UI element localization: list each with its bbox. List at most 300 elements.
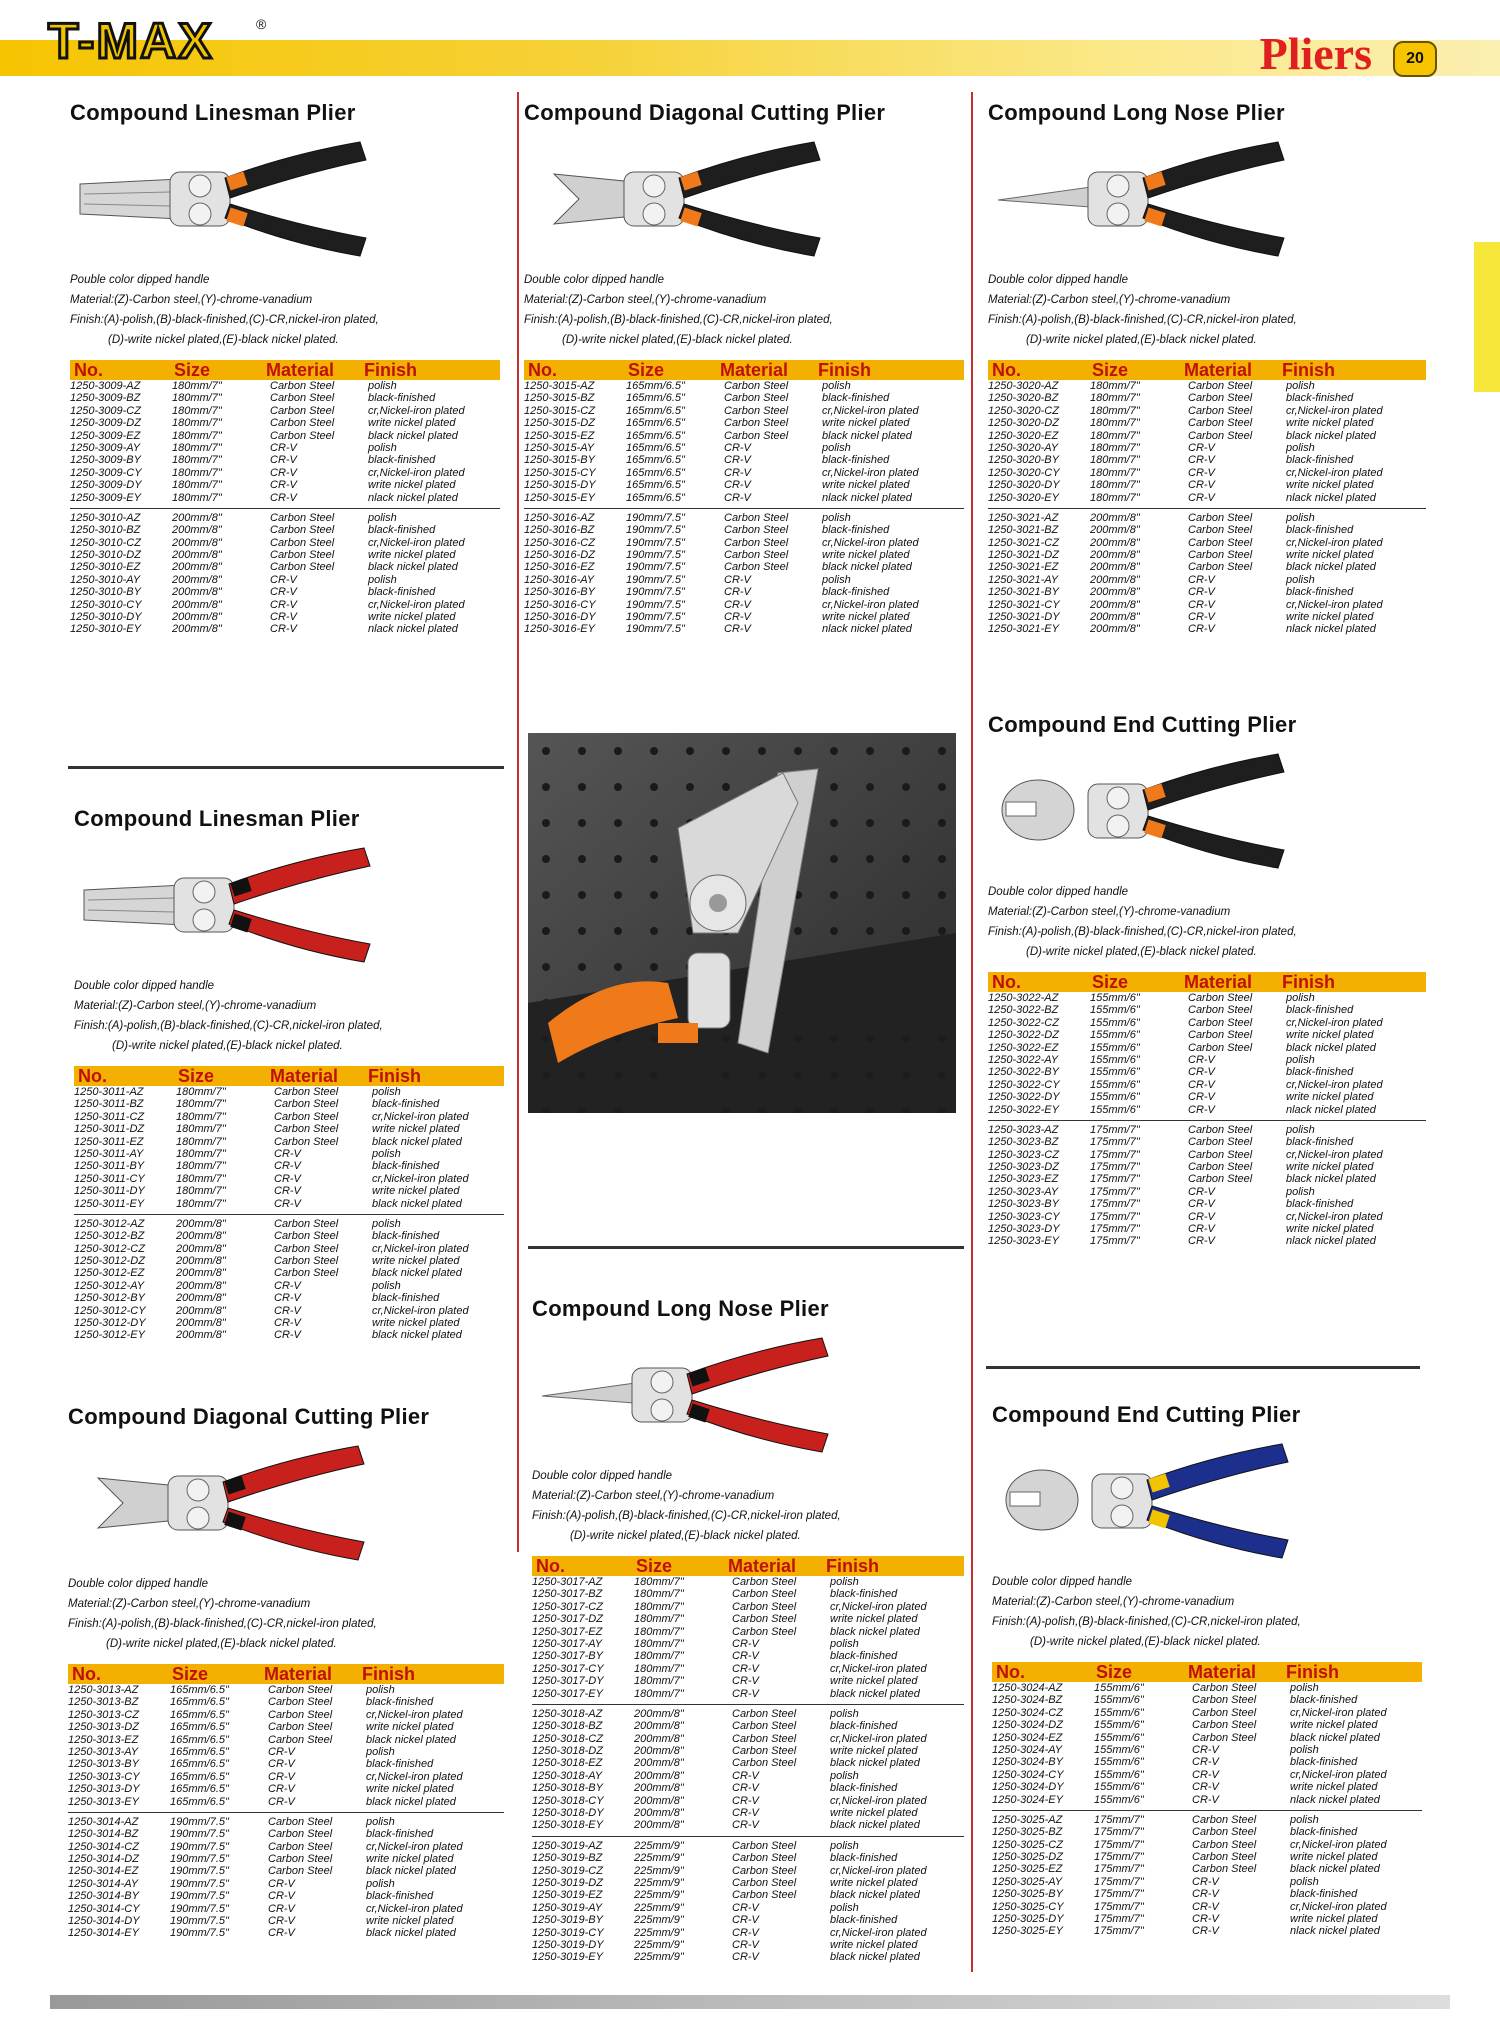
cell-no: 1250-3012-DZ xyxy=(74,1255,145,1268)
table-row xyxy=(68,1746,504,1758)
cell-no: 1250-3025-DY xyxy=(992,1913,1064,1926)
cell-size: 180mm/7" xyxy=(172,441,222,454)
table-row xyxy=(988,1124,1426,1136)
cell-material: Carbon Steel xyxy=(1188,1123,1253,1136)
cell-size: 190mm/7.5" xyxy=(626,611,685,624)
column-header-size: Size xyxy=(172,1664,209,1684)
cell-finish: polish xyxy=(830,1839,859,1852)
section-endcut-blue xyxy=(992,1402,1422,1938)
cell-no: 1250-3018-CZ xyxy=(532,1732,603,1745)
cell-size: 155mm/6" xyxy=(1090,992,1140,1004)
cell-finish: polish xyxy=(372,1086,401,1098)
table-row xyxy=(988,1054,1426,1066)
cell-size: 165mm/6.5" xyxy=(170,1696,229,1709)
cell-no: 1250-3013-AZ xyxy=(68,1684,139,1696)
cell-finish: black-finished xyxy=(1286,1066,1354,1079)
table-row xyxy=(988,1223,1426,1235)
cell-finish: black nickel plated xyxy=(366,1927,456,1940)
cell-material: Carbon Steel xyxy=(1192,1826,1257,1839)
cell-finish: write nickel plated xyxy=(1286,1029,1374,1042)
cell-size: 155mm/6" xyxy=(1094,1743,1144,1756)
spec-table xyxy=(988,360,1426,636)
cell-material: CR-V xyxy=(724,586,751,599)
cell-no: 1250-3014-AZ xyxy=(68,1815,139,1828)
cell-size: 200mm/8" xyxy=(1090,611,1140,624)
registered-mark: ® xyxy=(256,16,267,32)
cell-material: Carbon Steel xyxy=(724,561,789,574)
cell-size: 190mm/7.5" xyxy=(626,561,685,574)
cell-material: CR-V xyxy=(1192,1781,1219,1794)
cell-finish: black-finished xyxy=(822,392,890,405)
table-row xyxy=(74,1267,504,1279)
cell-no: 1250-3015-DY xyxy=(524,479,596,492)
table-row xyxy=(992,1913,1422,1925)
cell-size: 175mm/7" xyxy=(1094,1863,1144,1876)
cell-finish: black nickel plated xyxy=(830,1687,920,1700)
table-row xyxy=(988,1004,1426,1016)
cell-finish: cr,Nickel-iron plated xyxy=(368,404,465,417)
table-row xyxy=(68,1721,504,1733)
cell-size: 225mm/9" xyxy=(634,1901,684,1914)
column-header-no: No. xyxy=(992,972,1021,992)
cell-no: 1250-3015-BZ xyxy=(524,392,595,405)
cell-finish: black nickel plated xyxy=(1286,1041,1376,1054)
cell-material: CR-V xyxy=(268,1902,295,1915)
cell-size: 180mm/7" xyxy=(634,1600,684,1613)
cell-no: 1250-3021-DZ xyxy=(988,549,1059,562)
table-row xyxy=(532,1770,964,1782)
table-row xyxy=(988,492,1426,504)
description-line: Material:(Z)-Carbon steel,(Y)-chrome-vanadium xyxy=(70,294,313,306)
cell-finish: cr,Nickel-iron plated xyxy=(830,1864,927,1877)
description-line: Double color dipped handle xyxy=(68,1578,209,1590)
cell-size: 155mm/6" xyxy=(1090,1053,1140,1066)
cell-no: 1250-3017-EY xyxy=(532,1687,603,1700)
cell-material: Carbon Steel xyxy=(732,1864,797,1877)
cell-material: CR-V xyxy=(1188,466,1215,479)
description-line: Finish:(A)-polish,(B)-black-finished,(C)-CR,nickel-iron plated, xyxy=(988,314,1297,326)
cell-finish: write nickel plated xyxy=(830,1675,918,1688)
cell-finish: write nickel plated xyxy=(1290,1913,1378,1926)
cell-finish: cr,Nickel-iron plated xyxy=(1286,1078,1383,1091)
cell-no: 1250-3020-DZ xyxy=(988,417,1059,430)
cell-finish: black-finished xyxy=(368,392,436,405)
cell-finish: black nickel plated xyxy=(830,1625,920,1638)
cell-finish: polish xyxy=(830,1707,859,1720)
cell-material: Carbon Steel xyxy=(732,1588,797,1601)
cell-finish: polish xyxy=(822,380,851,392)
cell-no: 1250-3018-EY xyxy=(532,1819,603,1832)
cell-size: 165mm/6.5" xyxy=(170,1708,229,1721)
section-longnose-black xyxy=(988,100,1426,636)
cell-no: 1250-3020-BY xyxy=(988,454,1059,467)
cell-no: 1250-3012-AY xyxy=(74,1279,145,1292)
cell-size: 175mm/7" xyxy=(1094,1851,1144,1864)
cell-finish: cr,Nickel-iron plated xyxy=(1286,404,1383,417)
table-row xyxy=(532,1782,964,1794)
cell-size: 225mm/9" xyxy=(634,1876,684,1889)
column-header-size: Size xyxy=(178,1066,215,1086)
cell-no: 1250-3019-BZ xyxy=(532,1852,603,1865)
cell-finish: polish xyxy=(1286,511,1315,524)
cell-size: 200mm/8" xyxy=(1090,573,1140,586)
cell-no: 1250-3025-EZ xyxy=(992,1863,1063,1876)
cell-no: 1250-3015-CY xyxy=(524,466,596,479)
cell-size: 180mm/7" xyxy=(634,1576,684,1588)
end-cutting-plier-blue-handle xyxy=(992,1436,1292,1566)
table-row xyxy=(70,454,500,466)
cell-size: 180mm/7" xyxy=(172,392,222,405)
column-header-finish: Finish xyxy=(368,1066,421,1086)
table-row xyxy=(992,1719,1422,1731)
table-row xyxy=(988,992,1426,1004)
description-line: Finish:(A)-polish,(B)-black-finished,(C)-CR,nickel-iron plated, xyxy=(68,1618,377,1630)
cell-no: 1250-3021-EZ xyxy=(988,561,1059,574)
cell-finish: black-finished xyxy=(830,1720,898,1733)
cell-material: CR-V xyxy=(270,573,297,586)
cell-finish: polish xyxy=(1290,1813,1319,1826)
table-row xyxy=(532,1675,964,1687)
cell-material: Carbon Steel xyxy=(724,429,789,442)
cell-size: 175mm/7" xyxy=(1094,1900,1144,1913)
cell-no: 1250-3012-BZ xyxy=(74,1230,145,1243)
table-row xyxy=(988,623,1426,635)
table-row xyxy=(992,1732,1422,1744)
cell-no: 1250-3010-CY xyxy=(70,598,142,611)
cell-size: 200mm/8" xyxy=(634,1745,684,1758)
cell-size: 200mm/8" xyxy=(176,1317,226,1330)
cell-finish: black-finished xyxy=(830,1914,898,1927)
description-line: (D)-write nickel plated,(E)-black nickel plated. xyxy=(1026,946,1257,958)
table-row xyxy=(74,1111,504,1123)
table-row xyxy=(988,1091,1426,1103)
cell-finish: cr,Nickel-iron plated xyxy=(372,1172,469,1185)
cell-material: CR-V xyxy=(268,1795,295,1808)
cell-size: 200mm/8" xyxy=(176,1304,226,1317)
description-line: (D)-write nickel plated,(E)-black nickel plated. xyxy=(1026,334,1257,346)
cell-finish: polish xyxy=(1286,1185,1315,1198)
cell-no: 1250-3009-DY xyxy=(70,479,142,492)
cell-material: CR-V xyxy=(274,1304,301,1317)
cell-no: 1250-3010-DY xyxy=(70,611,142,624)
cell-finish: cr,Nickel-iron plated xyxy=(830,1662,927,1675)
cell-no: 1250-3019-DY xyxy=(532,1938,604,1951)
cell-no: 1250-3015-AZ xyxy=(524,380,595,392)
cell-finish: cr,Nickel-iron plated xyxy=(366,1902,463,1915)
cell-material: CR-V xyxy=(732,1926,759,1939)
table-row xyxy=(68,1796,504,1808)
cell-finish: polish xyxy=(1286,573,1315,586)
cell-no: 1250-3024-EY xyxy=(992,1793,1063,1806)
table-row xyxy=(988,611,1426,623)
table-row xyxy=(992,1901,1422,1913)
cell-finish: cr,Nickel-iron plated xyxy=(366,1708,463,1721)
table-row xyxy=(70,467,500,479)
cell-size: 200mm/8" xyxy=(634,1819,684,1832)
table-row xyxy=(532,1688,964,1700)
description-line: Material:(Z)-Carbon steel,(Y)-chrome-vanadium xyxy=(524,294,767,306)
cell-material: Carbon Steel xyxy=(270,392,335,405)
cell-material: CR-V xyxy=(1192,1793,1219,1806)
cell-size: 225mm/9" xyxy=(634,1926,684,1939)
cell-no: 1250-3009-EY xyxy=(70,491,141,504)
cell-material: CR-V xyxy=(724,491,751,504)
cell-finish: black-finished xyxy=(1286,454,1354,467)
cell-material: CR-V xyxy=(1192,1925,1219,1938)
table-row xyxy=(532,1733,964,1745)
table-row xyxy=(532,1613,964,1625)
cell-material: Carbon Steel xyxy=(1188,1004,1253,1017)
cell-material: Carbon Steel xyxy=(1188,549,1253,562)
table-row xyxy=(70,512,500,524)
cell-material: Carbon Steel xyxy=(1192,1706,1257,1719)
cell-finish: polish xyxy=(366,1877,395,1890)
cell-material: Carbon Steel xyxy=(268,1815,333,1828)
spec-table-header xyxy=(988,972,1426,992)
cell-no: 1250-3011-DY xyxy=(74,1185,145,1198)
cell-material: Carbon Steel xyxy=(274,1230,339,1243)
cell-no: 1250-3018-DY xyxy=(532,1807,604,1820)
column-header-size: Size xyxy=(628,360,665,380)
group-divider xyxy=(524,508,964,509)
group-divider xyxy=(988,508,1426,509)
column-header-finish: Finish xyxy=(818,360,871,380)
cell-material: CR-V xyxy=(268,1770,295,1783)
table-row xyxy=(992,1769,1422,1781)
table-row xyxy=(70,574,500,586)
table-row xyxy=(988,1211,1426,1223)
table-row xyxy=(70,380,500,392)
cell-no: 1250-3011-DZ xyxy=(74,1123,145,1136)
cell-no: 1250-3021-BY xyxy=(988,586,1059,599)
table-row xyxy=(992,1826,1422,1838)
cell-finish: write nickel plated xyxy=(830,1745,918,1758)
cell-material: CR-V xyxy=(724,611,751,624)
column-header-material: Material xyxy=(1184,972,1253,992)
cell-material: Carbon Steel xyxy=(1188,536,1253,549)
cell-no: 1250-3025-CZ xyxy=(992,1838,1063,1851)
table-row xyxy=(68,1841,504,1853)
cell-material: Carbon Steel xyxy=(268,1853,333,1866)
cell-no: 1250-3024-DY xyxy=(992,1781,1064,1794)
table-row xyxy=(992,1781,1422,1793)
spec-table-header xyxy=(988,360,1426,380)
cell-size: 180mm/7" xyxy=(172,429,222,442)
cell-material: CR-V xyxy=(268,1745,295,1758)
cell-no: 1250-3014-CZ xyxy=(68,1840,139,1853)
cell-finish: polish xyxy=(1286,1123,1315,1136)
cell-finish: black-finished xyxy=(822,586,890,599)
cell-material: CR-V xyxy=(270,441,297,454)
table-row xyxy=(68,1771,504,1783)
cell-no: 1250-3012-DY xyxy=(74,1317,146,1330)
cell-finish: write nickel plated xyxy=(366,1853,454,1866)
section-title: Compound Diagonal Cutting Plier xyxy=(68,1404,430,1429)
table-row xyxy=(74,1317,504,1329)
cell-material: Carbon Steel xyxy=(724,524,789,537)
table-row xyxy=(524,392,964,404)
spec-table xyxy=(74,1066,504,1342)
cell-material: Carbon Steel xyxy=(732,1613,797,1626)
cell-no: 1250-3020-DY xyxy=(988,479,1060,492)
cell-size: 165mm/6.5" xyxy=(170,1783,229,1796)
description-line: Double color dipped handle xyxy=(74,980,215,992)
cell-finish: polish xyxy=(366,1745,395,1758)
cell-size: 155mm/6" xyxy=(1094,1682,1144,1694)
cell-material: Carbon Steel xyxy=(732,1757,797,1770)
cell-size: 200mm/8" xyxy=(1090,536,1140,549)
description-line: Finish:(A)-polish,(B)-black-finished,(C)-CR,nickel-iron plated, xyxy=(524,314,833,326)
cell-finish: write nickel plated xyxy=(822,417,910,430)
cell-size: 190mm/7.5" xyxy=(170,1927,229,1940)
cell-material: Carbon Steel xyxy=(724,511,789,524)
cell-size: 200mm/8" xyxy=(176,1230,226,1243)
table-row xyxy=(992,1794,1422,1806)
cell-size: 200mm/8" xyxy=(172,623,222,636)
cell-finish: write nickel plated xyxy=(822,549,910,562)
cell-material: Carbon Steel xyxy=(1188,1136,1253,1149)
cell-size: 190mm/7.5" xyxy=(170,1865,229,1878)
spec-table xyxy=(988,972,1426,1248)
cell-size: 175mm/7" xyxy=(1094,1875,1144,1888)
cell-size: 180mm/7" xyxy=(172,466,222,479)
column-header-size: Size xyxy=(1092,972,1129,992)
cell-finish: cr,Nickel-iron plated xyxy=(372,1242,469,1255)
cell-size: 180mm/7" xyxy=(1090,392,1140,405)
footer-bar xyxy=(50,1995,1450,2009)
cell-finish: polish xyxy=(830,1901,859,1914)
group-divider xyxy=(68,1812,504,1813)
table-row xyxy=(74,1305,504,1317)
spec-table-header xyxy=(70,360,500,380)
cell-size: 165mm/6.5" xyxy=(626,417,685,430)
cell-no: 1250-3010-BY xyxy=(70,586,141,599)
cell-finish: write nickel plated xyxy=(1286,1161,1374,1174)
table-row xyxy=(68,1865,504,1877)
cell-no: 1250-3025-BY xyxy=(992,1888,1063,1901)
cell-size: 165mm/6.5" xyxy=(626,380,685,392)
cell-finish: cr,Nickel-iron plated xyxy=(1286,1148,1383,1161)
cell-material: CR-V xyxy=(270,491,297,504)
cell-material: CR-V xyxy=(270,479,297,492)
cell-material: CR-V xyxy=(1188,1198,1215,1211)
table-row xyxy=(988,417,1426,429)
cell-finish: black-finished xyxy=(372,1098,440,1111)
cell-size: 180mm/7" xyxy=(176,1110,226,1123)
cell-size: 190mm/7.5" xyxy=(170,1815,229,1828)
cell-finish: polish xyxy=(368,441,397,454)
cell-finish: black nickel plated xyxy=(822,561,912,574)
table-row xyxy=(70,405,500,417)
cell-size: 180mm/7" xyxy=(1090,380,1140,392)
cell-material: Carbon Steel xyxy=(732,1745,797,1758)
cell-finish: black-finished xyxy=(830,1588,898,1601)
table-row xyxy=(74,1280,504,1292)
cell-size: 180mm/7" xyxy=(1090,454,1140,467)
cell-no: 1250-3017-AZ xyxy=(532,1576,603,1588)
cell-size: 180mm/7" xyxy=(634,1613,684,1626)
table-row xyxy=(74,1218,504,1230)
cell-size: 180mm/7" xyxy=(176,1135,226,1148)
cell-finish: black nickel plated xyxy=(830,1757,920,1770)
cell-no: 1250-3023-BZ xyxy=(988,1136,1059,1149)
cell-no: 1250-3021-EY xyxy=(988,623,1059,636)
cell-material: Carbon Steel xyxy=(274,1135,339,1148)
cell-size: 200mm/8" xyxy=(172,536,222,549)
description-line: Finish:(A)-polish,(B)-black-finished,(C)-CR,nickel-iron plated, xyxy=(988,926,1297,938)
group-divider xyxy=(70,508,500,509)
table-row xyxy=(68,1853,504,1865)
cell-size: 200mm/8" xyxy=(176,1267,226,1280)
cell-no: 1250-3014-EY xyxy=(68,1927,139,1940)
cell-size: 180mm/7" xyxy=(176,1098,226,1111)
cell-no: 1250-3022-EZ xyxy=(988,1041,1059,1054)
cell-finish: black-finished xyxy=(368,454,436,467)
cell-material: CR-V xyxy=(274,1147,301,1160)
cell-material: CR-V xyxy=(1192,1900,1219,1913)
cell-no: 1250-3011-EZ xyxy=(74,1135,144,1148)
cell-size: 155mm/6" xyxy=(1090,1004,1140,1017)
cell-material: Carbon Steel xyxy=(1188,1029,1253,1042)
cell-size: 180mm/7" xyxy=(634,1625,684,1638)
table-row xyxy=(70,524,500,536)
table-row xyxy=(68,1783,504,1795)
table-row xyxy=(532,1663,964,1675)
cell-finish: write nickel plated xyxy=(1286,479,1374,492)
cell-size: 190mm/7.5" xyxy=(170,1840,229,1853)
table-row xyxy=(992,1851,1422,1863)
cell-no: 1250-3014-AY xyxy=(68,1877,139,1890)
table-row xyxy=(68,1734,504,1746)
cell-no: 1250-3018-AY xyxy=(532,1769,603,1782)
cell-size: 200mm/8" xyxy=(172,573,222,586)
cell-size: 155mm/6" xyxy=(1094,1781,1144,1794)
cell-no: 1250-3018-EZ xyxy=(532,1757,603,1770)
group-divider xyxy=(532,1704,964,1705)
cell-material: Carbon Steel xyxy=(1192,1731,1257,1744)
cell-material: Carbon Steel xyxy=(268,1840,333,1853)
cell-size: 200mm/8" xyxy=(1090,511,1140,524)
cell-material: Carbon Steel xyxy=(274,1086,339,1098)
cell-finish: cr,Nickel-iron plated xyxy=(822,404,919,417)
table-row xyxy=(70,392,500,404)
cell-material: CR-V xyxy=(1188,454,1215,467)
cell-finish: nlack nickel plated xyxy=(1286,491,1376,504)
product-description xyxy=(988,882,1426,962)
cell-size: 200mm/8" xyxy=(1090,561,1140,574)
cell-size: 180mm/7" xyxy=(172,454,222,467)
product-description xyxy=(70,270,500,350)
cell-finish: black-finished xyxy=(830,1650,898,1663)
cell-finish: black-finished xyxy=(1290,1888,1358,1901)
cell-no: 1250-3024-DZ xyxy=(992,1719,1063,1732)
table-row xyxy=(532,1708,964,1720)
cell-no: 1250-3019-AY xyxy=(532,1901,603,1914)
cell-finish: polish xyxy=(822,511,851,524)
table-row xyxy=(524,537,964,549)
cell-material: CR-V xyxy=(1188,1053,1215,1066)
cell-material: CR-V xyxy=(724,623,751,636)
cell-finish: write nickel plated xyxy=(366,1915,454,1928)
cell-no: 1250-3022-BZ xyxy=(988,1004,1059,1017)
cell-no: 1250-3020-BZ xyxy=(988,392,1059,405)
cell-no: 1250-3020-CZ xyxy=(988,404,1059,417)
description-line: Finish:(A)-polish,(B)-black-finished,(C)-CR,nickel-iron plated, xyxy=(74,1020,383,1032)
table-row xyxy=(988,524,1426,536)
cell-size: 175mm/7" xyxy=(1090,1173,1140,1186)
cell-material: Carbon Steel xyxy=(274,1123,339,1136)
cell-size: 200mm/8" xyxy=(172,524,222,537)
